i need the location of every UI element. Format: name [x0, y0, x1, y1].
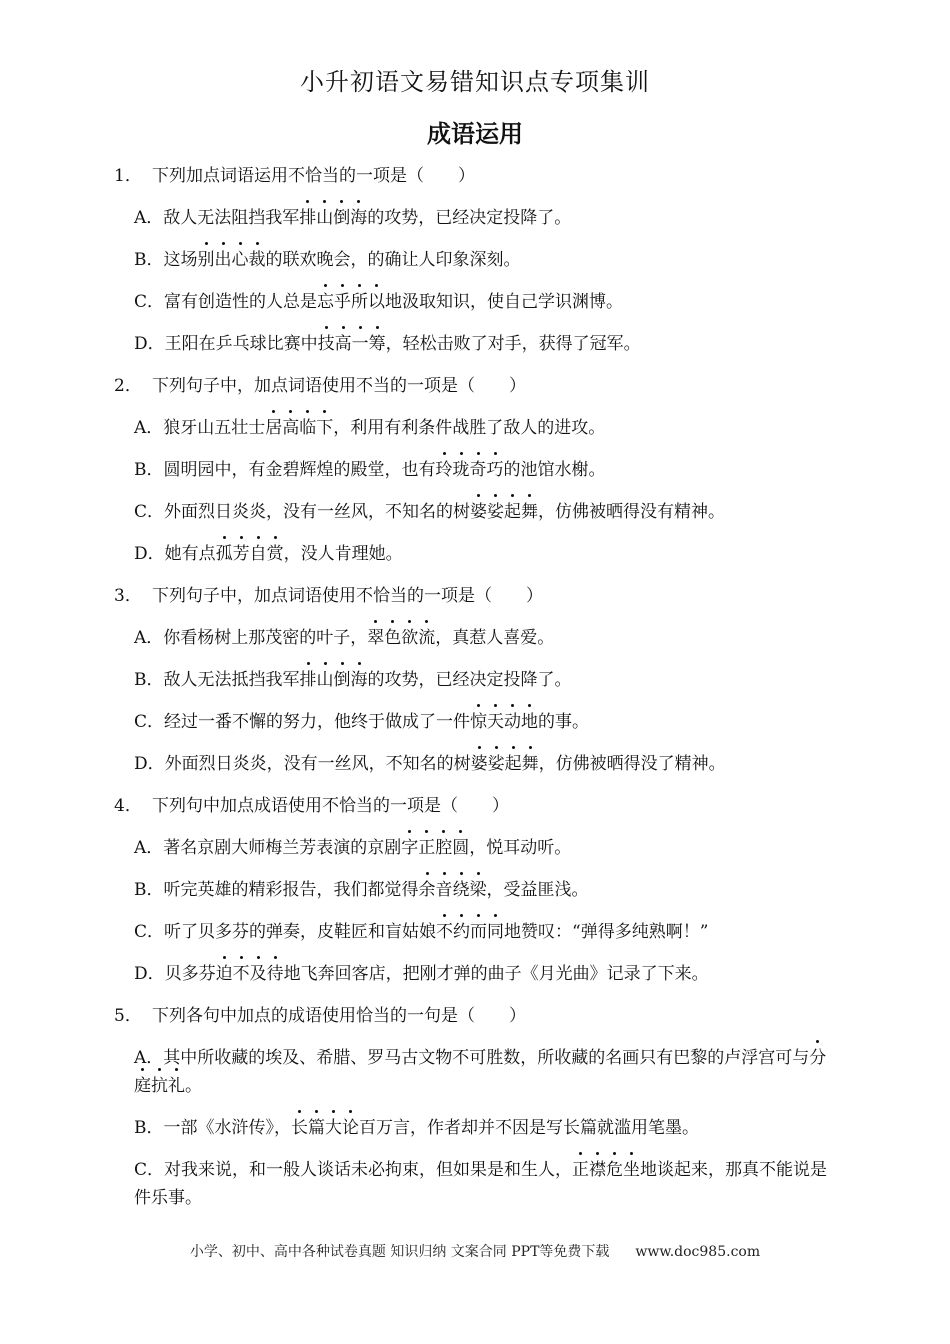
answer-option	[114, 1044, 836, 1100]
emphasized-idiom	[470, 502, 538, 522]
question	[114, 162, 836, 358]
question-stem	[114, 372, 836, 400]
option-letter: A．	[134, 208, 164, 228]
answer-option	[114, 960, 836, 988]
option-letter: C．	[134, 922, 165, 942]
answer-option	[114, 246, 836, 274]
answer-option	[114, 750, 836, 778]
dotted-character: 居	[265, 414, 282, 442]
dotted-character: 长	[291, 1114, 308, 1142]
dotted-character: 别	[198, 246, 215, 274]
dotted-character: 芳	[233, 540, 250, 568]
dotted-character: 山	[316, 204, 333, 232]
option-text-before: 听了贝多芬的弹奏，皮鞋匠和盲姑娘	[164, 922, 437, 942]
dotted-character: 一	[352, 330, 369, 358]
dotted-character: 海	[350, 204, 367, 232]
answer-option	[114, 708, 836, 736]
dotted-character: 地	[521, 708, 538, 736]
emphasized-idiom	[300, 670, 368, 690]
dotted-character: 出	[215, 246, 232, 274]
emphasized-idiom	[470, 712, 538, 732]
dotted-character: 绕	[453, 876, 470, 904]
dotted-character: 大	[325, 1114, 342, 1142]
option-text-before: 对我来说，和一般人谈话未必拘束，但如果是和生人，	[164, 1160, 573, 1180]
dotted-character: 自	[250, 540, 267, 568]
dotted-character: 篇	[308, 1114, 325, 1142]
option-text-before: 敌人无法抵挡我军	[163, 670, 300, 690]
dotted-character: 不	[233, 960, 250, 988]
emphasized-idiom	[419, 880, 487, 900]
question-number: 4．	[114, 796, 142, 816]
emphasized-idiom	[401, 838, 469, 858]
dotted-character: 起	[504, 498, 521, 526]
option-letter: D．	[134, 334, 165, 354]
dotted-character: 约	[453, 918, 470, 946]
dotted-character: 字	[401, 834, 418, 862]
option-text-before: 一部《水浒传》，	[163, 1118, 291, 1138]
dotted-character: 坐	[623, 1156, 640, 1184]
dotted-character: 海	[351, 666, 368, 694]
dotted-character: 腔	[435, 834, 452, 862]
option-letter: A．	[134, 838, 164, 858]
dotted-character: 珑	[453, 456, 470, 484]
dotted-character: 欲	[401, 624, 418, 652]
dotted-character: 山	[317, 666, 334, 694]
option-letter: A．	[134, 628, 164, 648]
option-text-before: 其中所收藏的埃及、希腊、罗马古文物不可胜数，所收藏的名画只有巴黎的卢浮宫可与	[163, 1048, 810, 1068]
emphasized-idiom	[216, 964, 284, 984]
footer-text: 小学、初中、高中各种试卷真题 知识归纳 文案合同 PPT等免费下载	[189, 1244, 610, 1260]
question-number: 2．	[114, 376, 142, 396]
dotted-character: 婆	[471, 750, 488, 778]
dotted-character: 排	[300, 666, 317, 694]
emphasized-idiom	[471, 754, 539, 774]
emphasized-idiom	[198, 250, 266, 270]
answer-option	[114, 624, 836, 652]
dotted-character: 动	[504, 708, 521, 736]
emphasized-idiom	[317, 292, 385, 312]
option-text-after: ，真惹人喜爱。	[435, 628, 555, 648]
dotted-character: 礼	[168, 1072, 185, 1100]
dotted-character: 心	[232, 246, 249, 274]
dotted-character: 天	[487, 708, 504, 736]
option-text-after: ，仿佛被晒得没有精神。	[538, 502, 726, 522]
emphasized-idiom	[436, 460, 504, 480]
option-text-after: 地汲取知识，使自己学识渊博。	[385, 292, 624, 312]
option-letter: C．	[134, 292, 165, 312]
dotted-character: 迫	[216, 960, 233, 988]
option-letter: A．	[134, 1048, 164, 1068]
option-text-after: 。	[185, 1076, 202, 1096]
question-list	[114, 162, 836, 1226]
dotted-character: 以	[368, 288, 385, 316]
answer-option	[114, 456, 836, 484]
dotted-character: 危	[606, 1156, 623, 1184]
question	[114, 1002, 836, 1212]
option-text-before: 贝多芬	[164, 964, 216, 984]
question-number: 5．	[114, 1006, 142, 1026]
emphasized-idiom	[265, 418, 333, 438]
emphasized-idiom	[436, 922, 504, 942]
question-text: 下列加点词语运用不恰当的一项是（ ）	[152, 166, 475, 186]
dotted-character: 娑	[487, 498, 504, 526]
option-text-before: 她有点	[164, 544, 216, 564]
option-text-after: 地赞叹：“弹得多纯熟啊！”	[504, 922, 709, 942]
question-number: 3．	[114, 586, 142, 606]
option-letter: B．	[134, 460, 164, 480]
option-text-before: 这场	[163, 250, 198, 270]
dotted-character: 奇	[470, 456, 487, 484]
answer-option	[114, 204, 836, 232]
page-title: 小升初语文易错知识点专项集训	[300, 68, 650, 96]
option-letter: B．	[134, 880, 164, 900]
answer-option	[114, 918, 836, 946]
option-text-after: 的联欢晚会，的确让人印象深刻。	[265, 250, 521, 270]
option-letter: D．	[134, 964, 165, 984]
answer-option	[114, 540, 836, 568]
dotted-character: 娑	[488, 750, 505, 778]
dotted-character: 倒	[333, 204, 350, 232]
dotted-character: 忘	[317, 288, 334, 316]
dotted-character: 舞	[521, 498, 538, 526]
page-subtitle: 成语运用	[427, 120, 523, 148]
dotted-character: 不	[436, 918, 453, 946]
option-text-after: ，悦耳动听。	[469, 838, 572, 858]
option-text-after: ，仿佛被晒得没了精神。	[538, 754, 726, 774]
dotted-character: 正	[572, 1156, 589, 1184]
option-text-after: ，没人肯理她。	[283, 544, 403, 564]
option-letter: C．	[134, 712, 165, 732]
dotted-character: 色	[384, 624, 401, 652]
dotted-character: 待	[267, 960, 284, 988]
question-text: 下列各句中加点的成语使用恰当的一句是（ ）	[152, 1006, 526, 1026]
option-text-after: ，受益匪浅。	[486, 880, 589, 900]
option-text-after: 的攻势，已经决定投降了。	[367, 208, 572, 228]
question-number: 1．	[114, 166, 142, 186]
answer-option	[114, 1156, 836, 1212]
option-letter: B．	[134, 670, 164, 690]
option-letter: B．	[134, 1118, 164, 1138]
option-letter: D．	[134, 544, 165, 564]
answer-option	[114, 414, 836, 442]
dotted-character: 临	[299, 414, 316, 442]
emphasized-idiom	[572, 1160, 640, 1180]
option-letter: D．	[134, 754, 165, 774]
dotted-character: 高	[335, 330, 352, 358]
dotted-character: 舞	[522, 750, 539, 778]
dotted-character: 下	[316, 414, 333, 442]
dotted-character: 而	[470, 918, 487, 946]
option-letter: C．	[134, 1160, 165, 1180]
dotted-character: 倒	[334, 666, 351, 694]
dotted-character: 分	[809, 1044, 826, 1072]
dotted-character: 所	[351, 288, 368, 316]
answer-option	[114, 666, 836, 694]
answer-option	[114, 1114, 836, 1142]
dotted-character: 惊	[470, 708, 487, 736]
dotted-character: 玲	[436, 456, 453, 484]
question-stem	[114, 792, 836, 820]
dotted-character: 排	[299, 204, 316, 232]
dotted-character: 裁	[249, 246, 266, 274]
dotted-character: 高	[282, 414, 299, 442]
question-text: 下列句子中，加点词语使用不恰当的一项是（ ）	[152, 586, 543, 606]
dotted-character: 婆	[470, 498, 487, 526]
option-text-after: 的池馆水榭。	[503, 460, 606, 480]
dotted-character: 论	[342, 1114, 359, 1142]
dotted-character: 正	[418, 834, 435, 862]
option-text-before: 著名京剧大师梅兰芳表演的京剧	[163, 838, 402, 858]
option-text-before: 王阳在乒乓球比赛中	[164, 334, 318, 354]
dotted-character: 庭	[134, 1072, 151, 1100]
option-text-before: 狼牙山五壮士	[163, 418, 266, 438]
option-text-after: 的事。	[538, 712, 590, 732]
option-text-after: 地谈起来，那真不能说是件乐事。	[134, 1160, 828, 1208]
option-text-before: 敌人无法阻挡我军	[163, 208, 300, 228]
emphasized-idiom	[367, 628, 435, 648]
dotted-character: 赏	[267, 540, 284, 568]
dotted-character: 巧	[487, 456, 504, 484]
dotted-character: 梁	[470, 876, 487, 904]
option-text-before: 经过一番不懈的努力，他终于做成了一件	[164, 712, 471, 732]
answer-option	[114, 834, 836, 862]
dotted-character: 流	[418, 624, 435, 652]
option-letter: C．	[134, 502, 165, 522]
option-letter: B．	[134, 250, 164, 270]
answer-option	[114, 876, 836, 904]
option-text-after: ，利用有利条件战胜了敌人的进攻。	[333, 418, 606, 438]
question	[114, 582, 836, 778]
emphasized-idiom	[299, 208, 367, 228]
question-text: 下列句中加点成语使用不恰当的一项是（ ）	[152, 796, 509, 816]
option-text-after: 百万言，作者却并不因是写长篇就滥用笔墨。	[359, 1118, 699, 1138]
dotted-character: 及	[250, 960, 267, 988]
page-footer	[0, 1242, 950, 1262]
option-text-after: 地飞奔回客店，把刚才弹的曲子《月光曲》记录了下来。	[283, 964, 709, 984]
question	[114, 372, 836, 568]
dotted-character: 翠	[367, 624, 384, 652]
emphasized-idiom	[216, 544, 284, 564]
option-text-before: 富有创造性的人总是	[164, 292, 318, 312]
question-stem	[114, 162, 836, 190]
option-text-before: 圆明园中，有金碧辉煌的殿堂，也有	[163, 460, 436, 480]
dotted-character: 孤	[216, 540, 233, 568]
dotted-character: 抗	[151, 1072, 168, 1100]
footer-site: www.doc985.com	[635, 1244, 761, 1260]
option-letter: A．	[134, 418, 164, 438]
option-text-before: 你看杨树上那茂密的叶子，	[163, 628, 368, 648]
question	[114, 792, 836, 988]
dotted-character: 音	[436, 876, 453, 904]
answer-option	[114, 330, 836, 358]
dotted-character: 乎	[334, 288, 351, 316]
answer-option	[114, 498, 836, 526]
answer-option	[114, 288, 836, 316]
dotted-character: 起	[505, 750, 522, 778]
dotted-character: 筹	[369, 330, 386, 358]
dotted-character: 襟	[589, 1156, 606, 1184]
option-text-before: 外面烈日炎炎，没有一丝风，不知名的树	[164, 502, 471, 522]
question-stem	[114, 582, 836, 610]
dotted-character: 同	[487, 918, 504, 946]
emphasized-idiom	[291, 1118, 359, 1138]
question-text: 下列句子中，加点词语使用不当的一项是（ ）	[152, 376, 526, 396]
dotted-character: 技	[318, 330, 335, 358]
emphasized-idiom	[318, 334, 386, 354]
option-text-before: 外面烈日炎炎，没有一丝风，不知名的树	[164, 754, 471, 774]
option-text-after: 的攻势，已经决定投降了。	[367, 670, 572, 690]
option-text-before: 听完英雄的精彩报告，我们都觉得	[163, 880, 419, 900]
option-text-after: ，轻松击败了对手，获得了冠军。	[385, 334, 641, 354]
dotted-character: 余	[419, 876, 436, 904]
question-stem	[114, 1002, 836, 1030]
dotted-character: 圆	[452, 834, 469, 862]
